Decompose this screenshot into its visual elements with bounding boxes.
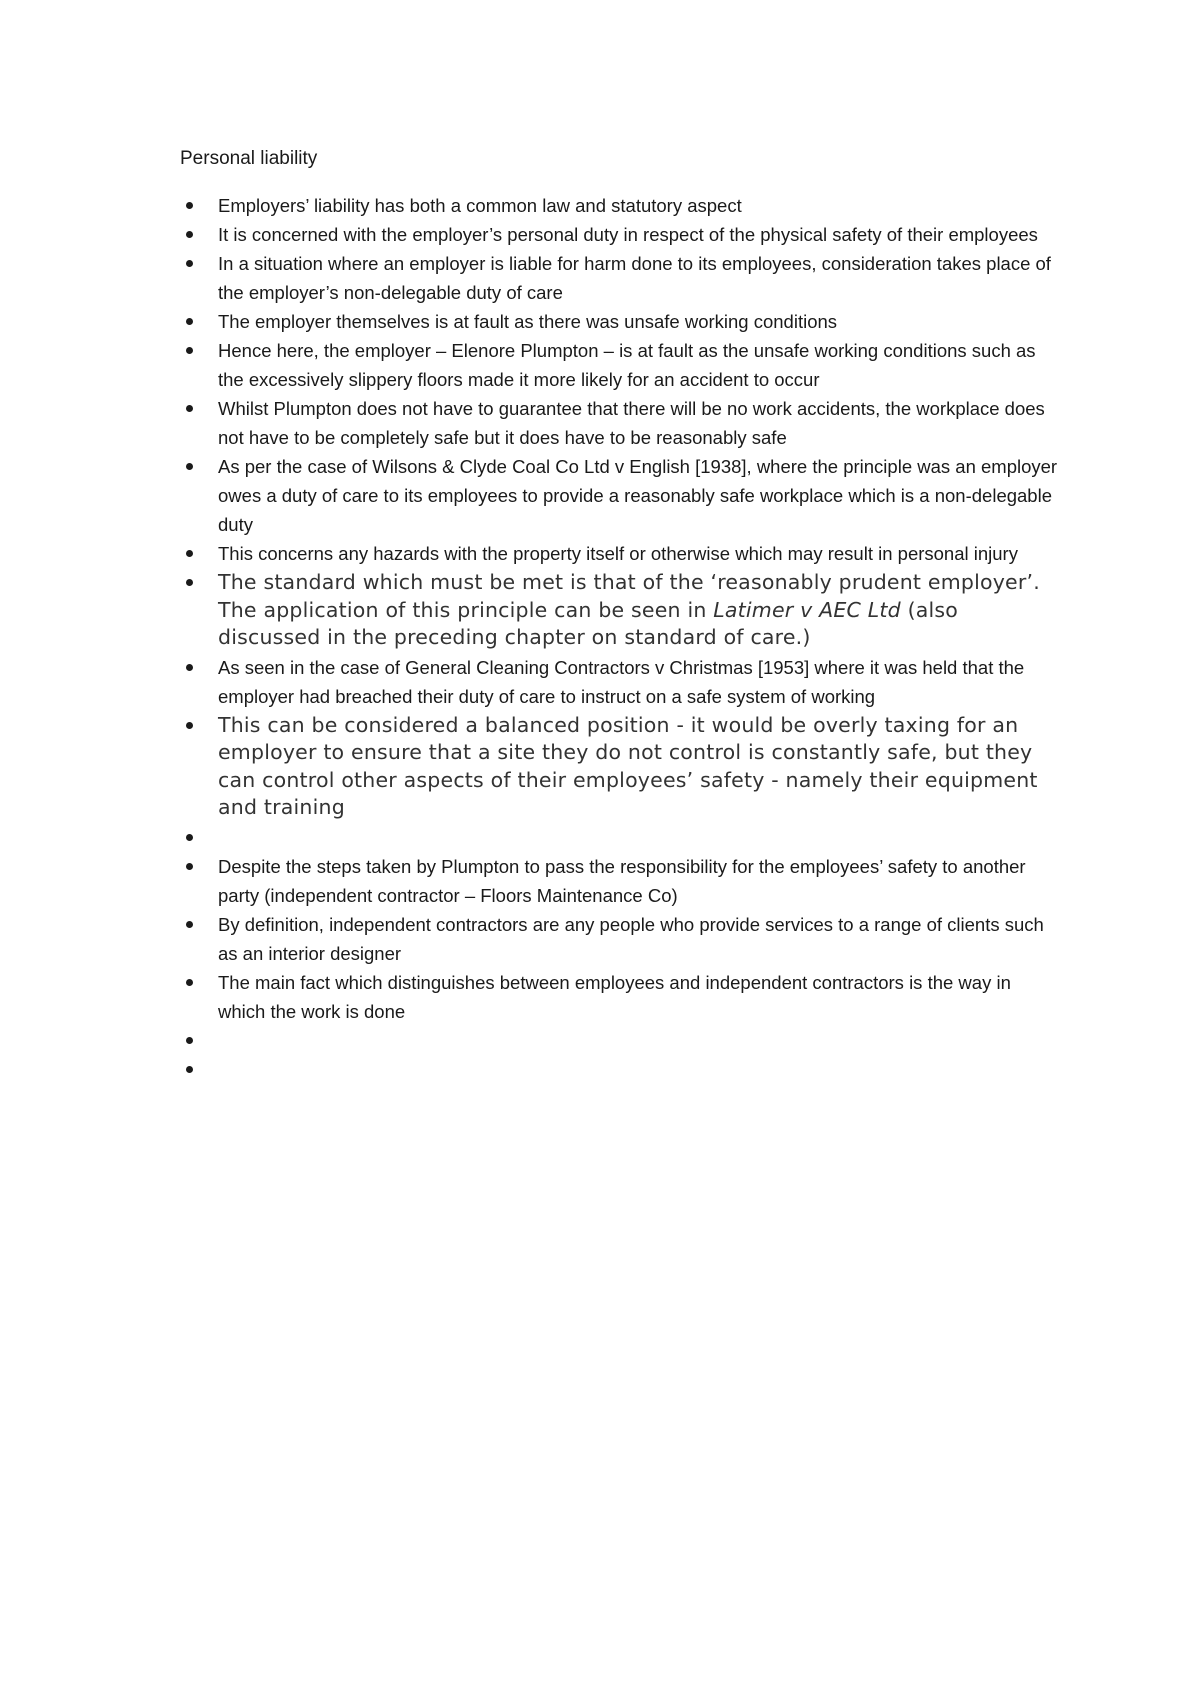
list-item [180, 568, 1060, 653]
list-item-text: By definition, independent contractors are any people who provide services to a range of clients such as an interior designer [218, 913, 1044, 964]
bullet-icon [186, 405, 193, 412]
list-item-text-part: (also discussed in the preceding chapter on standard of care.) [218, 597, 959, 649]
list-item-empty [180, 1026, 1060, 1055]
list-item-text: The employer themselves is at fault as there was unsafe working conditions [218, 311, 838, 332]
case-citation: Latimer v AEC Ltd [713, 597, 901, 622]
list-item-text: Employers’ liability has both a common law and statutory aspect [218, 195, 742, 216]
list-item-text: It is concerned with the employer’s personal duty in respect of the physical safety of their employees [218, 224, 1038, 245]
bullet-icon [186, 550, 193, 557]
list-item-empty [180, 1055, 1060, 1084]
bullet-icon [186, 921, 193, 928]
list-item-text: This can be considered a balanced position - it would be overly taxing for an employer to ensure that a site they do not control is constantly safe, but they can control other aspects of their employees’ safety - namely their equipment and training [218, 712, 1038, 819]
list-item-text: As seen in the case of General Cleaning Contractors v Christmas [1953] where it was held that the employer had breached their duty of care to instruct on a safe system of working [218, 656, 1025, 707]
list-item [180, 249, 1060, 307]
bullet-icon [186, 318, 193, 325]
list-item [180, 653, 1060, 711]
list-item-text [218, 570, 1040, 649]
list-item [180, 452, 1060, 539]
list-item-text-part: The standard which must be met is that of the ‘reasonably prudent employer’. The application of this principle can be seen in [218, 570, 1040, 622]
list-item [180, 968, 1060, 1026]
list-item-text: Hence here, the employer – Elenore Plumpton – is at fault as the unsafe working conditions such as the excessively slippery floors made it more likely for an accident to occur [218, 340, 1036, 390]
bullet-icon [186, 1037, 193, 1044]
bullet-icon [186, 260, 193, 267]
list-item [180, 336, 1060, 394]
list-item [180, 191, 1060, 220]
bullet-icon [186, 722, 193, 729]
list-item [180, 539, 1060, 568]
list-item-text: In a situation where an employer is liable for harm done to its employees, consideration takes place of the employer’s non-delegable duty of care [218, 253, 1051, 303]
document-title: Personal liability [180, 148, 318, 169]
list-item [180, 711, 1060, 823]
list-item [180, 910, 1060, 968]
list-item [180, 307, 1060, 336]
list-item-text: Despite the steps taken by Plumpton to pass the responsibility for the employees’ safety to another party (independent contractor – Floors Maintenance Co) [218, 855, 1026, 906]
list-item [180, 394, 1060, 452]
bullet-icon [186, 834, 193, 841]
bullet-list [180, 191, 1060, 1084]
bullet-icon [186, 1066, 193, 1073]
list-item-text: This concerns any hazards with the property itself or otherwise which may result in personal injury [218, 543, 1018, 564]
bullet-icon [186, 664, 193, 671]
list-item [180, 220, 1060, 249]
bullet-icon [186, 463, 193, 470]
bullet-icon [186, 202, 193, 209]
bullet-icon [186, 863, 193, 870]
list-item-text: As per the case of Wilsons & Clyde Coal Co Ltd v English [1938], where the principle was an employer owes a duty of care to its employees to provide a reasonably safe workplace which is a non-delegable duty [218, 456, 1058, 535]
bullet-icon [186, 347, 193, 354]
bullet-icon [186, 231, 193, 238]
list-item-text: Whilst Plumpton does not have to guarantee that there will be no work accidents, the workplace does not have to be completely safe but it does have to be reasonably safe [218, 398, 1045, 448]
bullet-icon [186, 579, 193, 586]
list-item [180, 852, 1060, 910]
bullet-icon [186, 979, 193, 986]
list-item-text: The main fact which distinguishes between employees and independent contractors is the way in which the work is done [218, 971, 1011, 1022]
list-item-empty [180, 823, 1060, 852]
